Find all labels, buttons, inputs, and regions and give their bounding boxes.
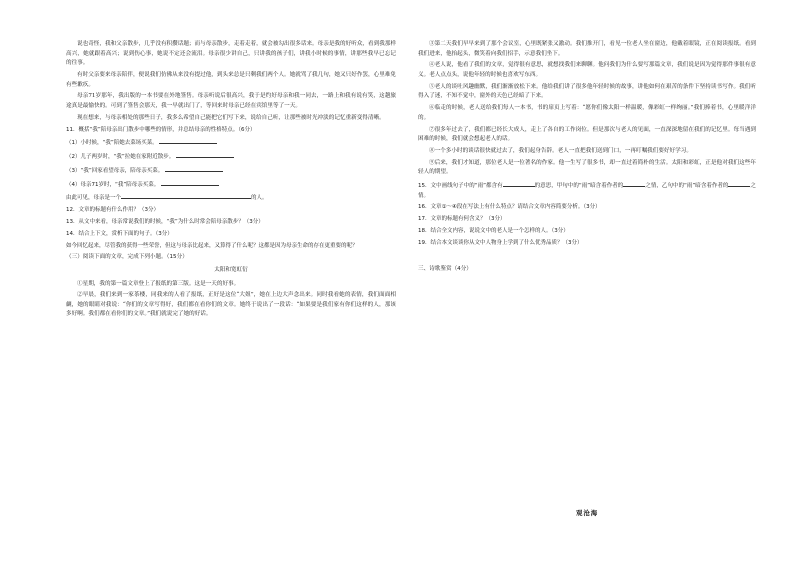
question-15 [418, 180, 756, 201]
item-text: （1）小时候，“我”陪她去菜场买菜。 [66, 140, 158, 147]
question-19: 19．结合本文谈谈你从文中人物身上学到了什么优秀品质？（3分） [418, 239, 583, 246]
answer-blank[interactable] [503, 180, 535, 187]
question-13: 13．从文中来看，母亲常说我们的时候，“我”为什么时常会陪母亲散步？（3分） [66, 218, 264, 225]
paragraph: ⑥临走的时候，老人送给我们每人一本书，书的扉页上写着：“愿你们像太阳一样温暖，像彩虹一样绚丽。”我们捧着书，心里暖洋洋的。 [418, 105, 756, 121]
right-column [418, 40, 756, 276]
paragraph: ⑤老人的谈吐风趣幽默，我们渐渐放松下来。他给我们讲了很多他年轻时候的故事，讲他如何在艰苦的条件下坚持读书写作。我们听得入了迷，不知不觉中，窗外的天色已经暗了下来。 [418, 83, 756, 100]
answer-blank[interactable] [121, 192, 251, 199]
question-11-item [66, 165, 396, 177]
question-14: 14．结合上下文，赏析下面的句子。（3分） [66, 230, 173, 237]
question-11-item [66, 179, 396, 191]
item-text: （4）母亲71岁时，“我”陪母亲买菜。 [66, 181, 160, 188]
q15-text: 之情，乙句中的“雨”暗含着作者的 [645, 183, 729, 190]
q15-text: 的意思，甲句中的“雨”暗含着作者的 [534, 183, 624, 190]
article-title: 太阳和宽虹衍 [214, 266, 248, 273]
paragraph: ⑧一个多小时的谈话很快就过去了，我们起身告辞。老人一直把我们送到门口，一再叮嘱我们要好好学习。 [429, 147, 692, 154]
paragraph: 有时父亲要来母亲陪伴，便说我们仿佛从来没有提过他，到头来总是只剩我们两个人。她就骂了我几句，她又只好作罢，心里难免有些歉疚。 [66, 71, 396, 88]
answer-blank[interactable] [161, 179, 219, 186]
left-column [66, 40, 396, 322]
item-text: （2）儿子两岁时，“我”拉她在家附近散步。 [66, 154, 175, 161]
paragraph: ④老人说，他看了我们的文章，觉得很有意思，就想找我们来聊聊。他问我们为什么要写那篇文章，我们说是因为觉得那件事很有意义。老人点点头，说他年轻的时候也喜欢写东西。 [418, 62, 756, 78]
answer-blank[interactable] [165, 165, 223, 172]
question-11-summary [66, 192, 396, 204]
question-18: 18．结合全文内容，说说文中的老人是一个怎样的人。（3分） [418, 227, 569, 234]
question-11-item [66, 151, 396, 163]
summary-text: 由此可见，母亲是一个 [66, 195, 122, 202]
question-11: 11．概括“我”陪母亲出门散步中哪些的情形，并总结母亲的性格特点。（6分） [66, 126, 256, 133]
q15-text: 15．文中画线句子中的“雨”都含有 [418, 183, 503, 190]
answer-blank[interactable] [176, 151, 234, 158]
paragraph: ③第二天我们早早来到了那个会议室，心里既紧张又激动。我们推开门，看见一位老人坐在窗边，他戴着眼镜，正在阅读报纸。看到我们进来，他抬起头，微笑着向我们招手，示意我们坐下。 [418, 41, 756, 57]
answer-blank[interactable] [623, 180, 645, 187]
question-11-item [66, 137, 396, 149]
question-14-quote: 如今回忆起来，尽管我的获得一些荣誉，但这与母亲比起来，又算得了什么呢？这都是因为母亲生命的存在更重要的呢？ [66, 242, 358, 249]
paragraph: ⑦很多年过去了，我们都已经长大成人，走上了各自的工作岗位。但是那次与老人的见面，一直深深地留在我们的记忆里。每当遇到困难的时候，我们就会想起老人的话。 [418, 126, 756, 143]
item-text: （3）“我”回家看望母亲，陪母亲买菜。 [66, 167, 164, 174]
paragraph: ⑨后来，我们才知道，那位老人是一位著名的作家。他一生写了很多书，却一直过着简朴的生活。太阳和彩虹，正是他对我们这些年轻人的期望。 [418, 159, 756, 176]
section-poem-heading: 三、诗歌鉴赏（4分） [418, 265, 472, 272]
q15-text: 之情。 [418, 183, 756, 199]
question-17: 17．文章的标题有何含义？（3分） [418, 216, 506, 223]
answer-blank[interactable] [728, 180, 750, 187]
paragraph: 说也奇怪，我和父亲散步，几乎没有积攒话题；而与母亲散步，走着走着，就会被勾出很多话来。母亲是我的好听众，看到我那样高兴，她就跟着高兴；说到伤心事，她说不定还会流泪。母亲很少讲自己，只讲我的孩子们，讲我小时候的事情，讲那些我早已忘记的往事。 [66, 41, 396, 67]
paragraph: 母亲71岁那年，我出版的一本书要在外地签售。母亲听说后很高兴，我于是约好母亲和我一同去，一路上和我有说有笑，这趟旅途真是最愉快的。可到了签售会那天，我一早就出门了，等回来时母亲已经在宾馆里等了一天。 [66, 93, 396, 109]
question-12: 12．文章的标题有什么作用？（3分） [66, 207, 159, 214]
section-3-heading: （三）阅读下面的文章，完成下列小题。（15分） [66, 254, 188, 261]
poem-title: 观沧海 [576, 509, 599, 517]
paragraph: ①星期，我的第一篇文章登上了报纸的第三版。这是一天的好事。 [77, 280, 240, 287]
summary-end: 的人。 [251, 195, 268, 202]
answer-blank[interactable] [159, 137, 217, 144]
paragraph: 现在想来，与母亲相处的那些日子，我多么希望自己能把它们写下来，说给自己听，让那些被时光冲淡的记忆重新变得清晰。 [77, 114, 385, 121]
question-16: 16．文章①～④段在写法上有什么特点？请结合文章内容简要分析。（3分） [418, 204, 601, 211]
paragraph: ②早晨，我们来到一家茶楼，同我来的人看了报纸，正好是这位“大姐”，她在上边大声念出来。同时我看她的表情，我们面面相觑，她的眼睛对我说：“你们的文章写得好，我们都在看你们的文章。她终于说出了一段话：“如果要是我们家有你们这样的人，那该多好啊。我们都在看你们的文章。”我们就说完了她的好话。 [66, 292, 396, 318]
